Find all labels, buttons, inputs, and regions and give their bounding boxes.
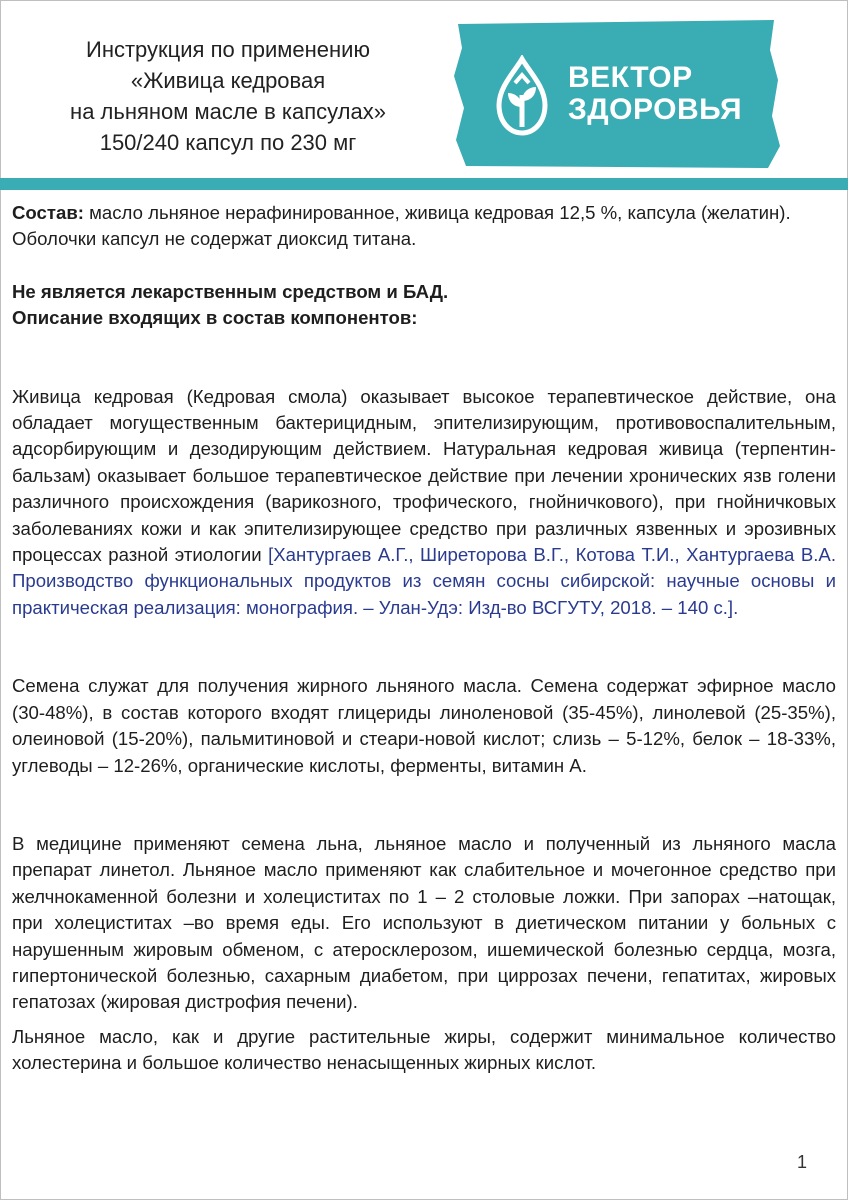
cholesterol-paragraph: Льняное масло, как и другие растительные жиры, содержит минимальное количество холестерина и большое количество ненасыщенных жирных кислот. — [12, 1025, 836, 1074]
page-number: 1 — [797, 1152, 808, 1172]
header-divider — [0, 178, 848, 190]
brand-line-1: ВЕКТОР — [568, 61, 693, 94]
title-line-3: на льняном масле в капсулах» — [70, 99, 386, 124]
not-drug-heading: Не является лекарственным средством и БАД. — [12, 280, 449, 302]
resin-reference: [Хантургаев А.Г., Ширеторова В.Г., Котова Т.И., Хантургаева В.А. Производство функциональных продуктов из семян сосны сибирской: научные основы и практическая реализация: монография. – Улан-Удэ: Изд-во ВСГУТУ, 2018. – 140 с.]. — [12, 544, 836, 618]
composition-text: масло льняное нерафинированное, живица кедровая 12,5 %, капсула (желатин). — [83, 202, 791, 223]
resin-paragraph — [12, 384, 836, 622]
medicine-paragraph: В медицине применяют семена льна, льняное масло и полученный из льняного масла препарат линетол. Льняное масло применяют как слабительное и мочегонное средство при желчнокаменной болезни и холециститах по 1 – 2 столовые ложки. При запорах –натощак, при холециститах –во время еды. Его используют в диетическом питании у больных с нарушенным жировым обменом, с атеросклерозом, ишемической болезнью сердца, мозга, гипертонической болезнью, сахарным диабетом, при циррозах печени, гепатитах, жировых гепатозах (жировая дистрофия печени). — [12, 832, 836, 1013]
composition-label: Состав: — [12, 202, 84, 223]
composition-paragraph — [12, 200, 836, 226]
header — [0, 0, 848, 178]
brand-line-2: ЗДОРОВЬЯ — [568, 93, 743, 126]
brand-logo-text — [568, 62, 742, 126]
title-line-1: Инструкция по применению — [86, 37, 370, 62]
title-line-2: «Живица кедровая — [130, 68, 326, 93]
resin-text: Живица кедровая (Кедровая смола) оказывает высокое терапевтическое действие, она обладает могущественным бактерицидным, эпителизирующим, противовоспалительным, адсорбирующим и дезодирующим действием. Натуральная кедровая живица (терпентин-бальзам) оказывает большое терапевтическое действие при лечении хронических язв голени различного происхождения (варикозного, трофического, гнойничкового), при гнойничковых заболеваниях кожи и как эпителизирующее средство при различных язвенных и эрозивных процессах разной этиологии — [12, 385, 836, 566]
seeds-paragraph: Семена служат для получения жирного льняного масла. Семена содержат эфирное масло (30-48%), в состав которого входят глицериды линоленовой (35-45%), линолевой (25-35%), олеиновой (15-20%), пальмитиновой и стеари-новой кислот; слизь – 5-12%, белок – 18-33%, углеводы – 12-26%, органические кислоты, ферменты, витамин А. — [12, 675, 836, 776]
document-body — [12, 200, 836, 1077]
document-title — [18, 34, 438, 158]
components-heading: Описание входящих в состав компонентов: — [12, 307, 418, 329]
drop-sprout-icon — [493, 55, 551, 142]
title-line-4: 150/240 капсул по 230 мг — [99, 130, 357, 155]
capsule-note: Оболочки капсул не содержат диоксид титана. — [12, 228, 417, 250]
